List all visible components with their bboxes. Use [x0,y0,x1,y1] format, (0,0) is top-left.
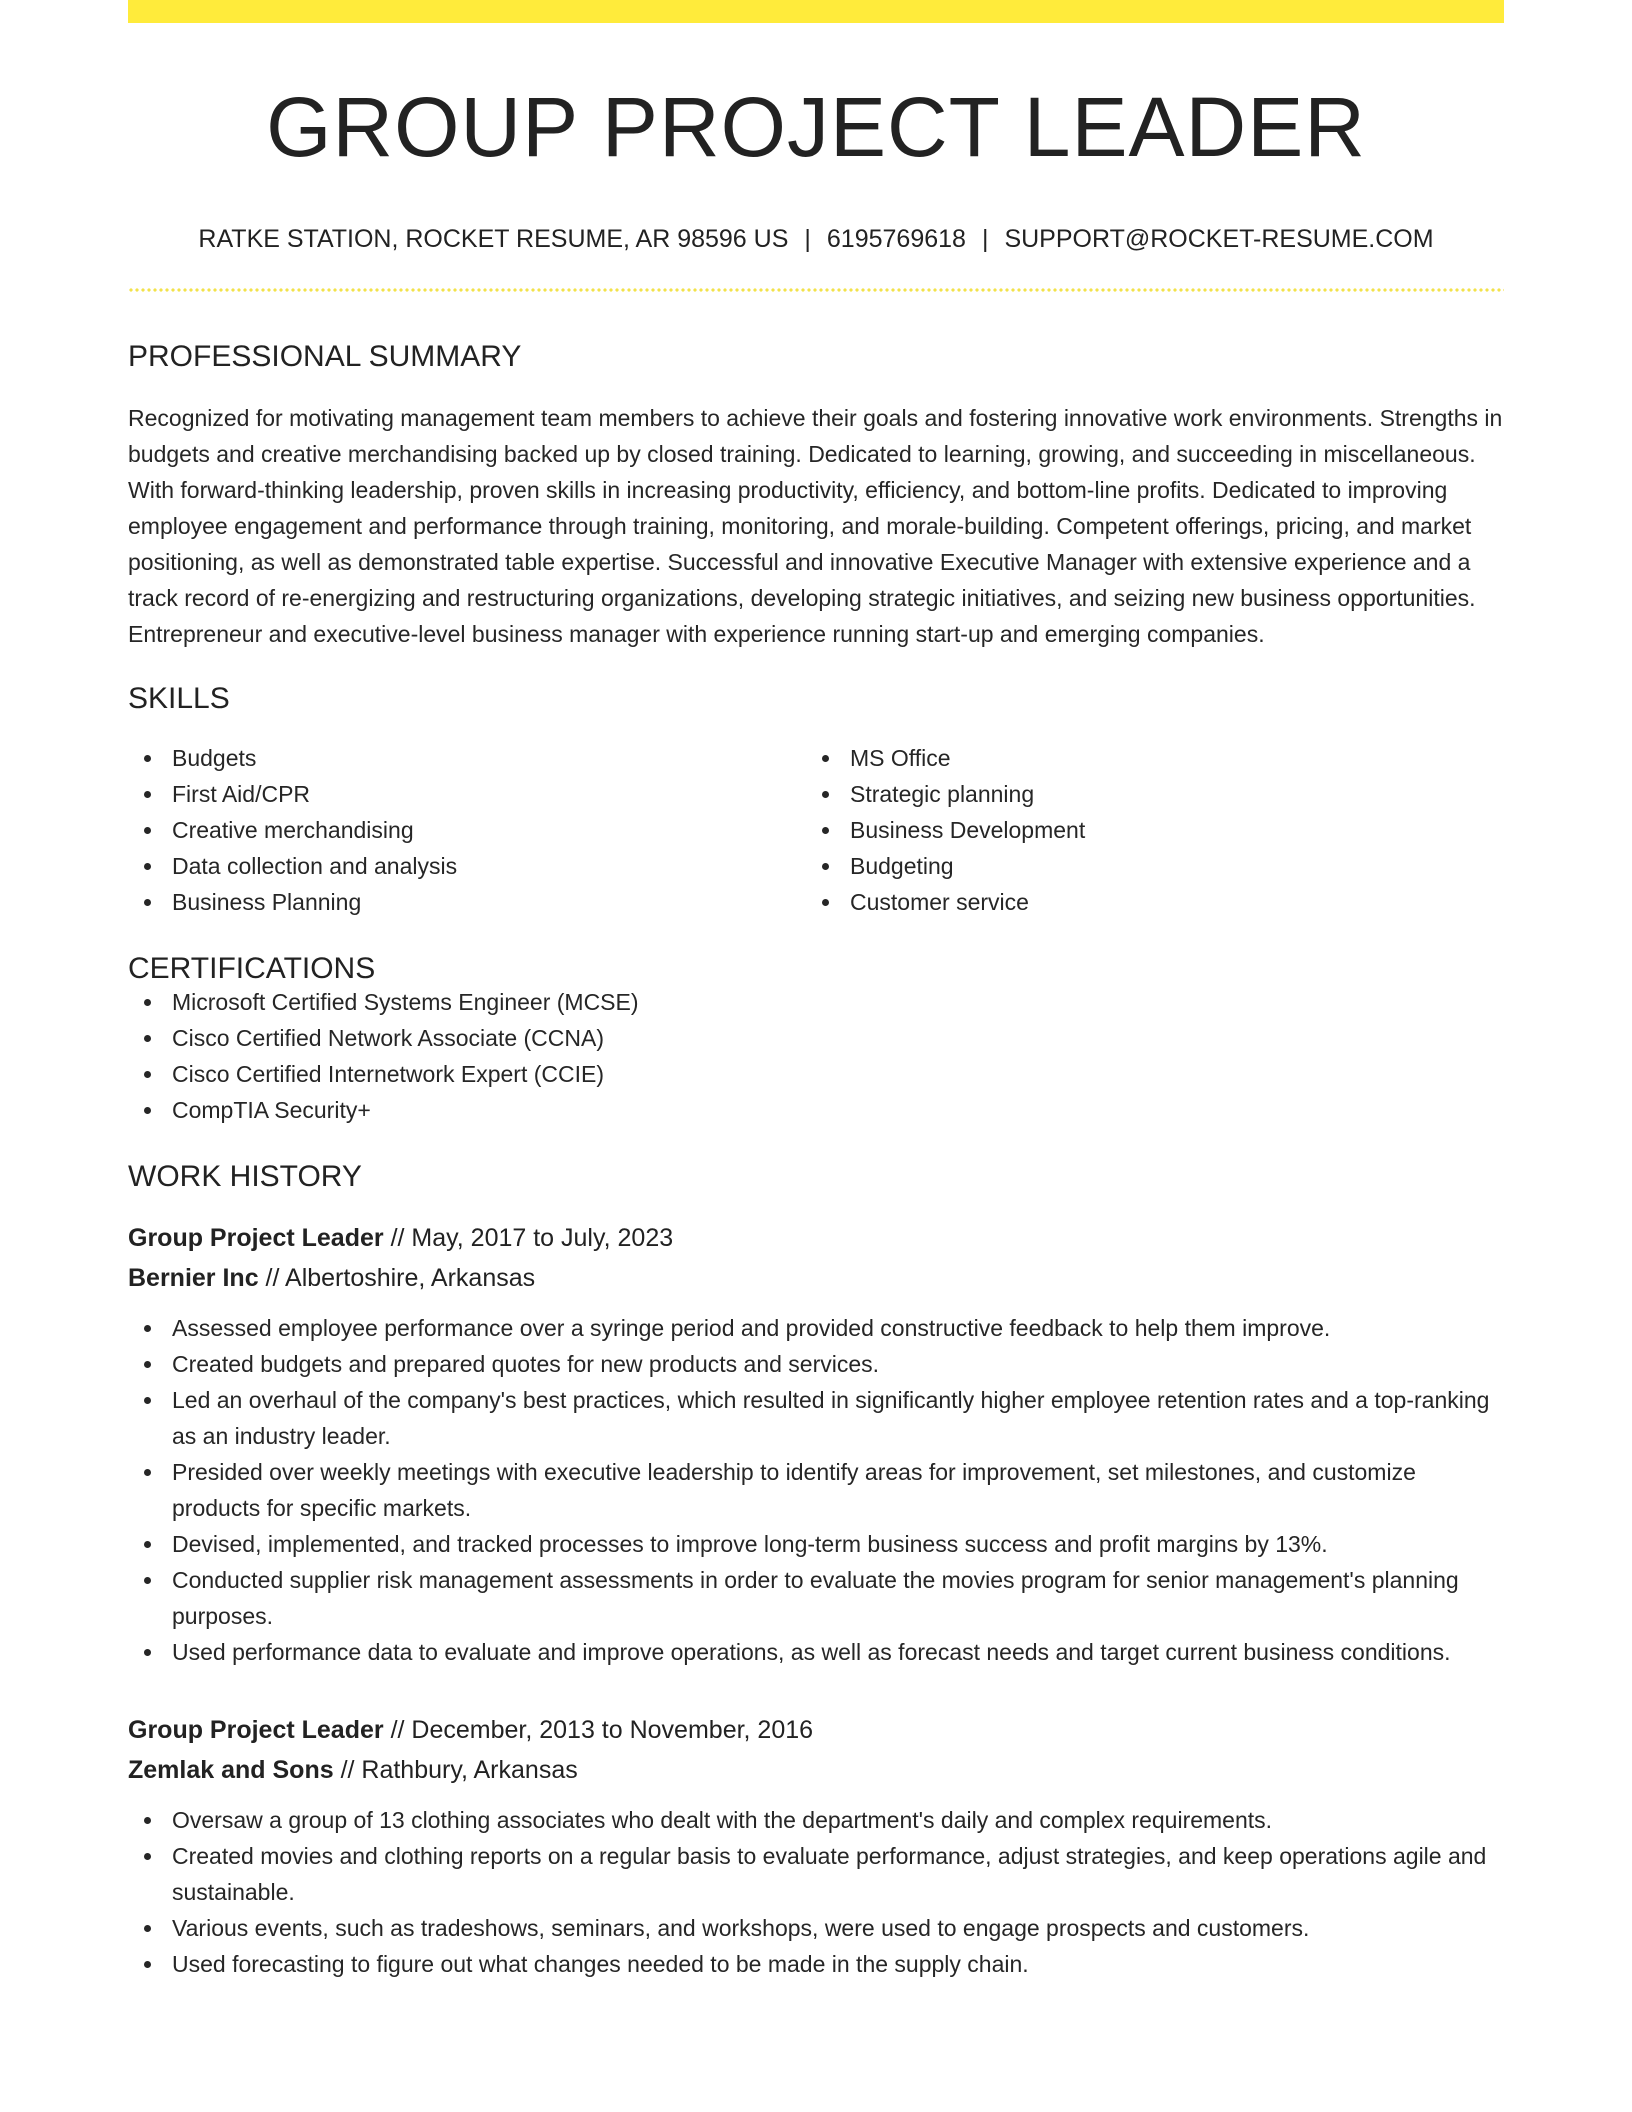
certifications-list [128,984,1504,1128]
job-company-line [128,1258,1504,1298]
job-company: Bernier Inc [128,1264,259,1292]
job-entry [128,1218,1504,1670]
job-duty-item: Conducted supplier risk management assessments in order to evaluate the movies program for senior management's planning purposes. [128,1562,1504,1634]
summary-heading: PROFESSIONAL SUMMARY [128,340,522,373]
job-duties-list [128,1802,1504,1982]
skill-item: Data collection and analysis [128,848,806,884]
certification-item: Cisco Certified Internetwork Expert (CCIE) [128,1056,1504,1092]
job-dates: // December, 2013 to November, 2016 [383,1716,814,1744]
job-company-line [128,1750,1504,1790]
skills-grid [128,740,1504,920]
skills-right-list [806,740,1484,920]
skill-item: MS Office [806,740,1484,776]
certifications-heading: CERTIFICATIONS [128,952,376,985]
accent-bar [128,0,1504,23]
job-company: Zemlak and Sons [128,1756,334,1784]
job-duty-item: Devised, implemented, and tracked processes to improve long-term business success and profit margins by 13%. [128,1526,1504,1562]
certification-item: CompTIA Security+ [128,1092,1504,1128]
job-entry [128,1710,1504,1982]
job-duty-item: Used performance data to evaluate and improve operations, as well as forecast needs and target current business conditions. [128,1634,1504,1670]
skill-item: Budgeting [806,848,1484,884]
job-duty-item: Presided over weekly meetings with executive leadership to identify areas for improvement, set milestones, and customize products for specific markets. [128,1454,1504,1526]
job-duty-item: Led an overhaul of the company's best practices, which resulted in significantly higher employee retention rates and a top-ranking as an industry leader. [128,1382,1504,1454]
summary-text: Recognized for motivating management team members to achieve their goals and fostering innovative work environments. Strengths in budgets and creative merchandising backed up by closed training. Dedicated to learning, growing, and succeeding in miscellaneous. With forward-thinking leadership, proven skills in increasing productivity, efficiency, and bottom-line profits. Dedicated to improving employee engagement and performance through training, monitoring, and morale-building. Competent offerings, pricing, and market positioning, as well as demonstrated table expertise. Successful and innovative Executive Manager with extensive experience and a track record of re-energizing and restructuring organizations, developing strategic initiatives, and seizing new business opportunities. Entrepreneur and executive-level business manager with experience running start-up and emerging companies. [128,405,1503,647]
dotted-divider [128,288,1504,292]
contact-address: RATKE STATION, ROCKET RESUME, AR 98596 US [198,225,789,253]
job-role: Group Project Leader [128,1716,384,1744]
job-dates: // May, 2017 to July, 2023 [383,1224,674,1252]
job-duty-item: Used forecasting to figure out what changes needed to be made in the supply chain. [128,1946,1504,1982]
certification-item: Cisco Certified Network Associate (CCNA) [128,1020,1504,1056]
job-location: // Rathbury, Arkansas [333,1756,578,1784]
skill-item: First Aid/CPR [128,776,806,812]
resume-page [128,0,1504,1982]
job-duty-item: Created budgets and prepared quotes for new products and services. [128,1346,1504,1382]
job-title-line [128,1218,1504,1258]
skill-item: Business Planning [128,884,806,920]
candidate-title: GROUP PROJECT LEADER [266,80,1366,174]
work-history-heading: WORK HISTORY [128,1160,362,1193]
contact-email[interactable]: SUPPORT@ROCKET-RESUME.COM [1004,225,1434,253]
skill-item: Customer service [806,884,1484,920]
contact-separator: | [804,225,811,253]
skills-heading: SKILLS [128,682,230,715]
job-duty-item: Various events, such as tradeshows, seminars, and workshops, were used to engage prospects and customers. [128,1910,1504,1946]
job-duty-item: Oversaw a group of 13 clothing associates who dealt with the department's daily and complex requirements. [128,1802,1504,1838]
job-duty-item: Assessed employee performance over a syringe period and provided constructive feedback to help them improve. [128,1310,1504,1346]
skill-item: Business Development [806,812,1484,848]
skill-item: Strategic planning [806,776,1484,812]
contact-line [128,227,1504,252]
contact-separator: | [981,225,989,253]
skill-item: Creative merchandising [128,812,806,848]
job-role: Group Project Leader [128,1224,384,1252]
certification-item: Microsoft Certified Systems Engineer (MCSE) [128,984,1504,1020]
job-title-line [128,1710,1504,1750]
work-history-list [128,1218,1504,1982]
skills-left-list [128,740,806,920]
job-duties-list [128,1310,1504,1670]
contact-phone[interactable]: 6195769618 [826,225,966,253]
skill-item: Budgets [128,740,806,776]
job-duty-item: Created movies and clothing reports on a regular basis to evaluate performance, adjust strategies, and keep operations agile and sustainable. [128,1838,1504,1910]
job-location: // Albertoshire, Arkansas [258,1264,536,1292]
